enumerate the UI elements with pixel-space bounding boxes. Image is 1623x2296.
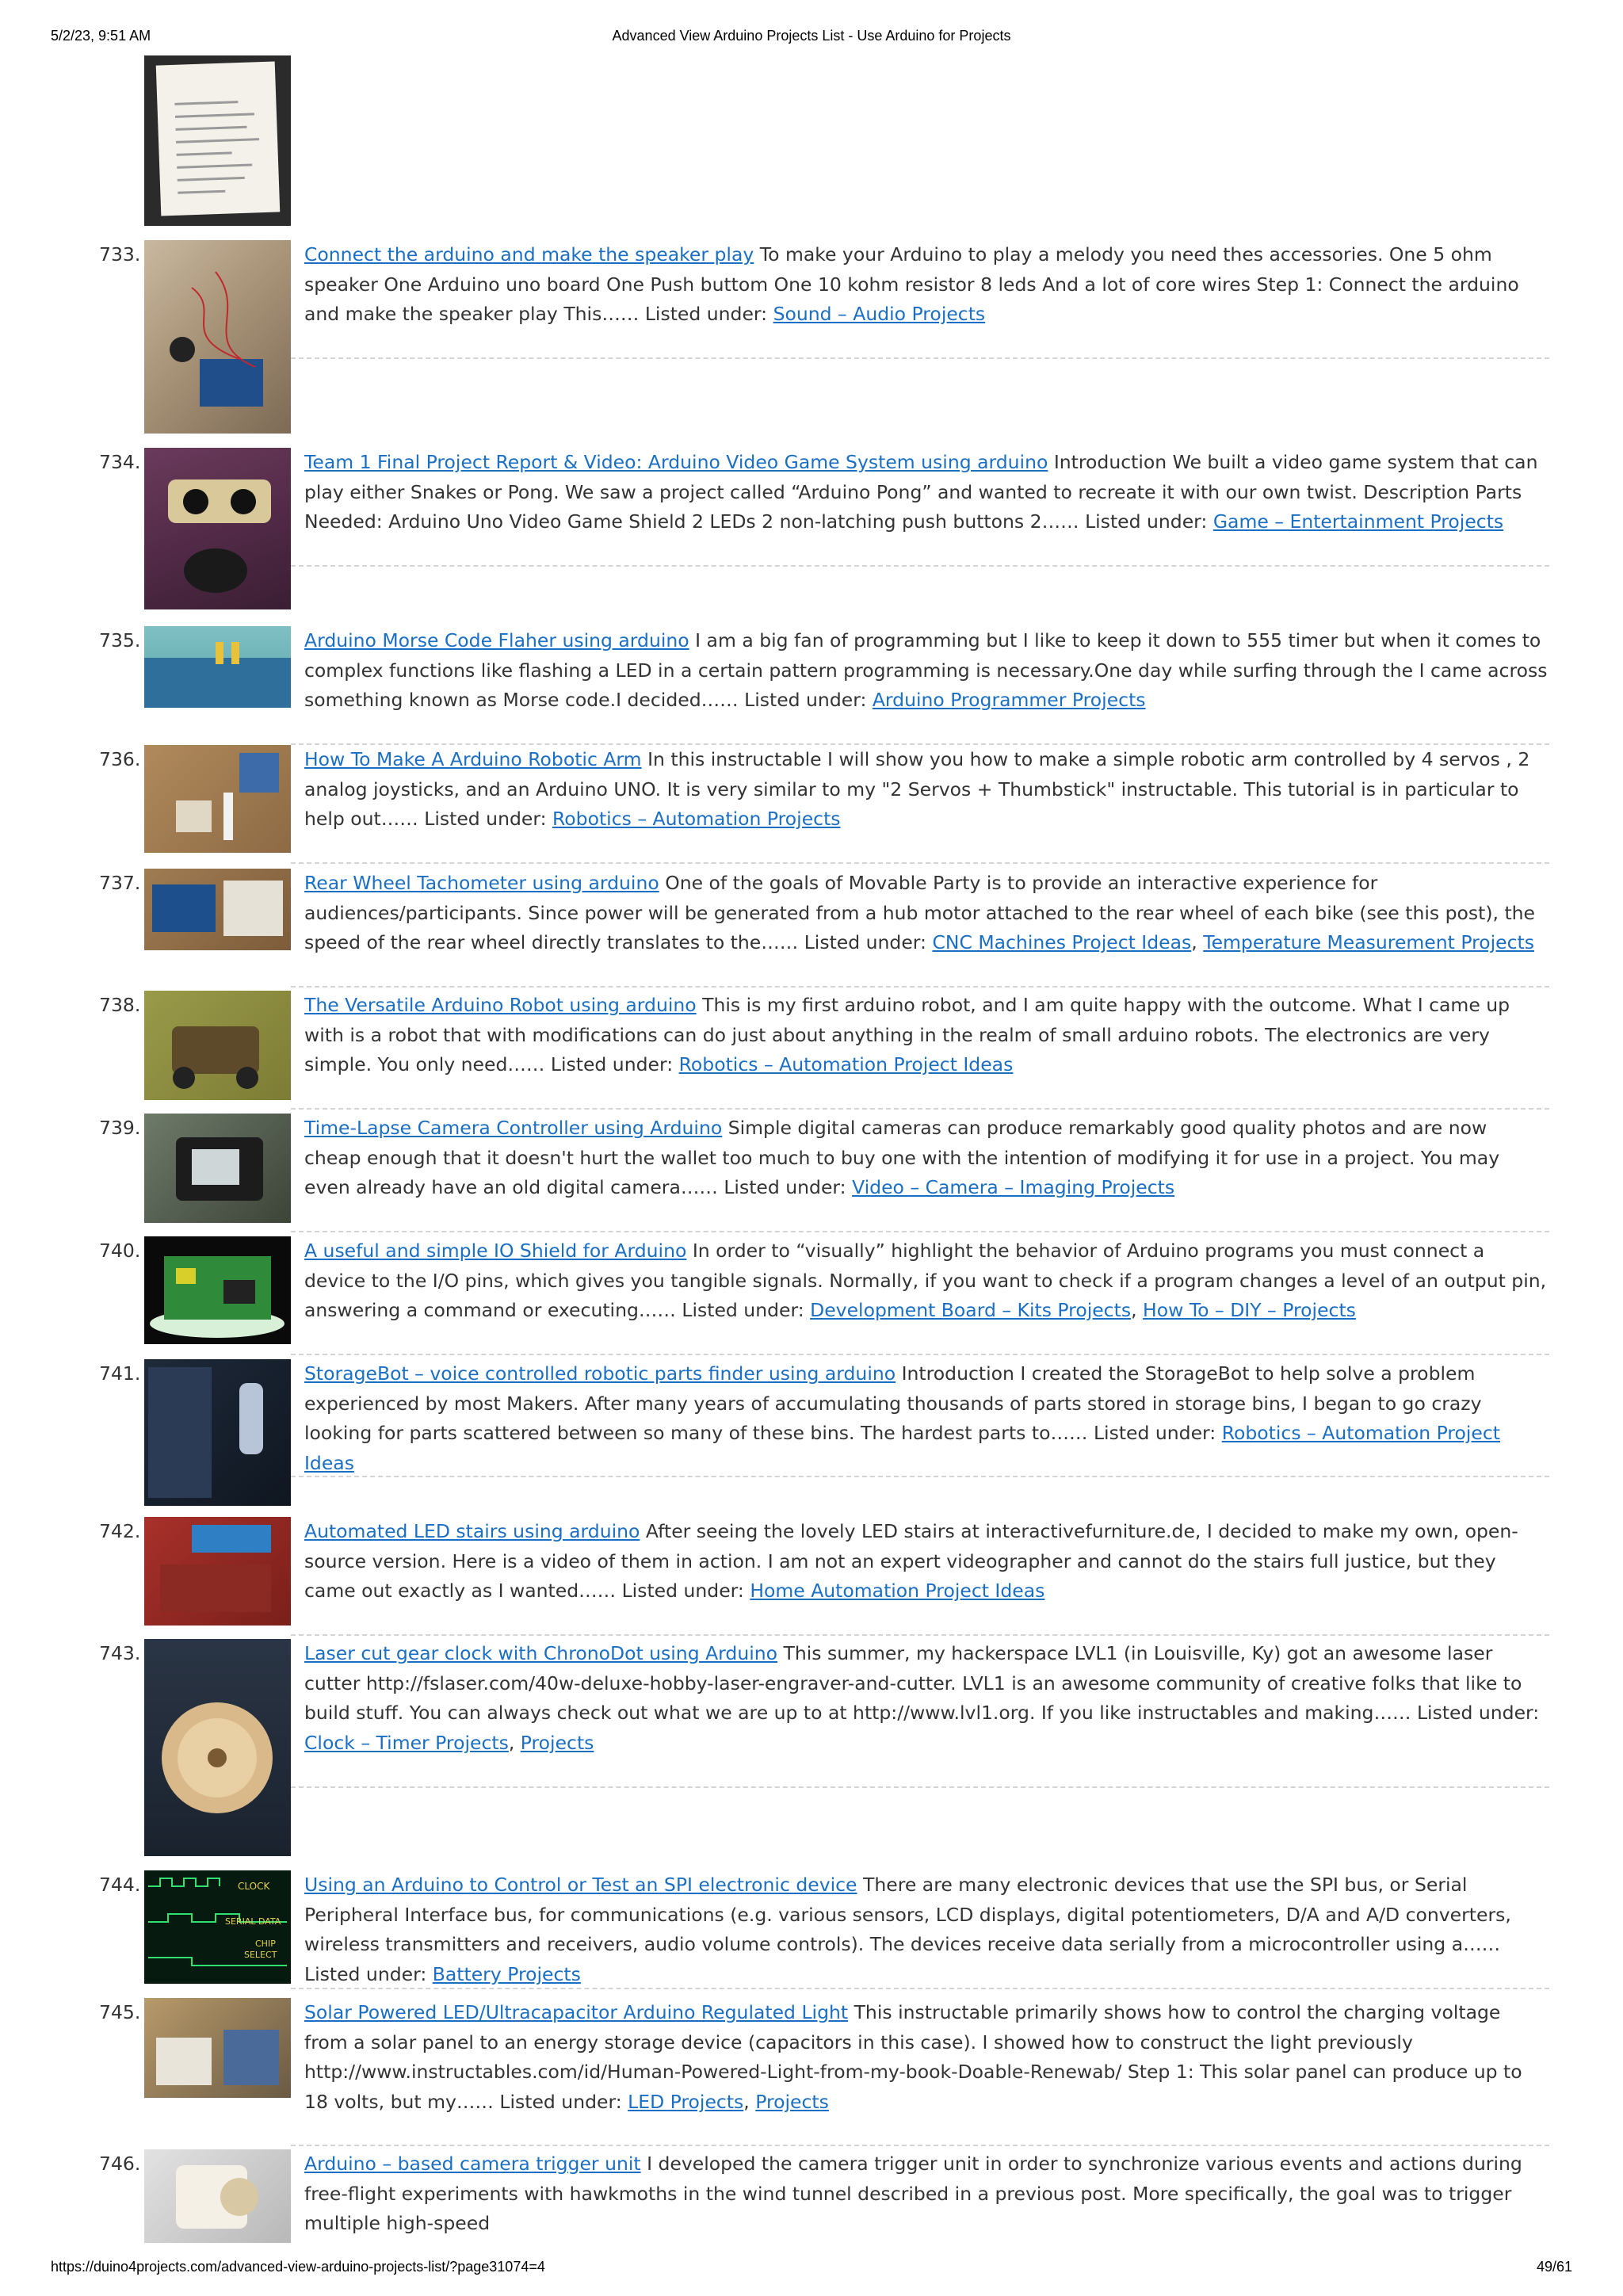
entry-title-link[interactable]: Automated LED stairs using arduino xyxy=(304,1520,640,1542)
entry-title-link[interactable]: Arduino – based camera trigger unit xyxy=(304,2153,641,2175)
entry-body xyxy=(304,448,1549,537)
entry-body xyxy=(304,745,1549,835)
print-footer xyxy=(51,2259,1572,2279)
entry-number: 738. xyxy=(99,994,141,1016)
speaker-project-image xyxy=(144,240,291,434)
thumbnail-morse[interactable] xyxy=(144,626,291,708)
thumbnail-solar-light[interactable] xyxy=(144,1998,291,2098)
storagebot-project-image xyxy=(144,1359,291,1506)
entry-number: 733. xyxy=(99,243,141,266)
separator xyxy=(291,986,1549,988)
category-link[interactable]: How To – DIY – Projects xyxy=(1143,1299,1356,1321)
category-link[interactable]: Development Board – Kits Projects xyxy=(810,1299,1132,1321)
category-link[interactable]: Projects xyxy=(520,1731,594,1754)
entry-title-link[interactable]: How To Make A Arduino Robotic Arm xyxy=(304,748,642,770)
print-page-title: Advanced View Arduino Projects List - Use Arduino for Projects xyxy=(612,28,1011,44)
entry-body: A useful and simple IO Shield for Arduino In order to “visually” highlight the behavior of Arduino programs you must connect a device to the I/O pins, which gives you tangible signals. Normally, if you want to check if a program changes a level of an output pin, answering a command or executing…… Listed under: Development Board – Kits Projects, How To – DIY – Projects xyxy=(304,1240,1547,1321)
thumbnail-storagebot[interactable] xyxy=(144,1359,291,1506)
thumbnail-prev-paper[interactable] xyxy=(144,55,291,226)
entry-description: This summer, my hackerspace LVL1 (in Louisville, Ky) got an awesome laser cutter http://fslaser.com/40w-deluxe-hobby-laser-engraver-and-cutter. LVL1 is an awesome community of creative folks that like to build stuff. You can always check out what we are up to at http://www.lvl1.org. If you like instructables and making…… xyxy=(304,1642,1522,1724)
category-link[interactable]: Arduino Programmer Projects xyxy=(872,689,1146,711)
thumbnail-video-game[interactable] xyxy=(144,448,291,609)
entry-body xyxy=(304,2149,1549,2239)
entry-title-link[interactable]: Solar Powered LED/Ultracapacitor Arduino Regulated Light xyxy=(304,2001,849,2023)
separator xyxy=(291,565,1549,567)
scope-label-chip: CHIP xyxy=(255,1939,276,1949)
thumbnail-tachometer[interactable] xyxy=(144,869,291,950)
gear-clock-project-image xyxy=(144,1639,291,1856)
robotic-arm-project-image xyxy=(144,745,291,853)
entry-number: 740. xyxy=(99,1240,141,1262)
listed-under-label: Listed under: xyxy=(424,808,547,830)
morse-project-image xyxy=(144,626,291,708)
entry-number: 736. xyxy=(99,748,141,770)
entry-description: In this instructable I will show you how to make a simple robotic arm controlled by 4 servos , 2 analog joysticks, and an Arduino UNO. It is very similar to my "2 Servos + Thumbstick" instructable. This tutorial is in particular to help out…… xyxy=(304,748,1530,830)
print-url: https://duino4projects.com/advanced-view-arduino-projects-list/?page31074=4 xyxy=(51,2259,545,2275)
listed-under-label: Listed under: xyxy=(1093,1422,1216,1444)
entry-description: I developed the camera trigger unit in order to synchronize various events and actions during free-flight experiments with hawkmoths in the wind tunnel described in a previous post. More specifically, the goal was to trigger multiple high-speed xyxy=(304,2153,1522,2234)
listed-under-label: Listed under: xyxy=(304,1962,427,1985)
entry-number: 741. xyxy=(99,1362,141,1385)
entry-number: 744. xyxy=(99,1874,141,1896)
entry-title-link[interactable]: Laser cut gear clock with ChronoDot using Arduino xyxy=(304,1642,778,1664)
category-link[interactable]: Robotics – Automation Project Ideas xyxy=(678,1053,1014,1075)
category-link[interactable]: Sound – Audio Projects xyxy=(773,303,986,325)
separator xyxy=(291,1231,1549,1232)
entry-body: Solar Powered LED/Ultracapacitor Arduino Regulated Light This instructable primarily shows how to control the charging voltage from a solar panel to an energy storage device (capacitors in this case). I showed how to construct the light previously http://www.instructables.com/id/Human-Powered-Light-from-my-book-Doable-Renewab/ Step 1: This solar panel can produce up to 18 volts, but my…… Listed under: LED Projects, Projects xyxy=(304,2001,1522,2113)
entry-title-link[interactable]: Using an Arduino to Control or Test an SPI electronic device xyxy=(304,1874,857,1896)
entry-body xyxy=(304,1517,1549,1606)
thumbnail-versatile-robot[interactable] xyxy=(144,991,291,1100)
category-link[interactable]: Game – Entertainment Projects xyxy=(1212,510,1504,533)
entry-title-link[interactable]: Time-Lapse Camera Controller using Arduino xyxy=(304,1117,723,1139)
listed-under-label: Listed under: xyxy=(644,303,768,325)
thumbnail-camera-trigger[interactable] xyxy=(144,2149,291,2243)
entry-title-link[interactable]: Rear Wheel Tachometer using arduino xyxy=(304,872,659,894)
entry-number: 745. xyxy=(99,2001,141,2023)
entry-body xyxy=(304,626,1549,716)
separator xyxy=(291,2145,1549,2146)
scope-label-select: SELECT xyxy=(244,1950,277,1960)
entry-description: There are many electronic devices that use the SPI bus, or Serial Peripheral Interface bus, for communications (e.g. various sensors, LCD displays, digital potentiometers, D/A and A/D converters, wireless transmitters and receivers, audio volume controls). The devices receive data serially from a microcontroller using a…… xyxy=(304,1874,1511,1955)
separator xyxy=(291,1108,1549,1110)
scope-label-clock: CLOCK xyxy=(238,1881,270,1892)
entry-number: 743. xyxy=(99,1642,141,1664)
entry-title-link[interactable]: A useful and simple IO Shield for Arduino xyxy=(304,1240,687,1262)
category-link[interactable]: Robotics – Automation Projects xyxy=(552,808,841,830)
entry-body xyxy=(304,991,1549,1080)
listed-under-label: Listed under: xyxy=(1416,1702,1540,1724)
entry-body: Rear Wheel Tachometer using arduino One of the goals of Movable Party is to provide an interactive experience for audiences/participants. Since power will be generated from a hub motor attached to the rear wheel of each bike (see this post), the speed of the rear wheel directly translates to the…… Listed under: CNC Machines Project Ideas, Temperature Measurement Projects xyxy=(304,872,1536,953)
entry-description: Introduction I created the StorageBot to help solve a problem experienced by most Makers. After many years of accumulating thousands of parts stored in storage bins, I began to go crazy looking for parts scattered between so many of these bins. The hardest parts to…… xyxy=(304,1362,1482,1444)
thumbnail-led-stairs[interactable] xyxy=(144,1517,291,1626)
entry-number: 734. xyxy=(99,451,141,473)
entry-number: 742. xyxy=(99,1520,141,1542)
scope-label-serial-data: SERIAL DATA xyxy=(225,1916,281,1927)
io-shield-project-image xyxy=(144,1236,291,1344)
separator xyxy=(291,1354,1549,1355)
entry-description: To make your Arduino to play a melody you need thes accessories. One 5 ohm speaker One Arduino uno board One Push buttom One 10 kohm resistor 8 leds And a lot of core wires Step 1: Connect the arduino and make the speaker play This…… xyxy=(304,243,1519,325)
listed-under-label: Listed under: xyxy=(499,2090,622,2113)
entry-body: Laser cut gear clock with ChronoDot using Arduino This summer, my hackerspace LVL1 (in Louisville, Ky) got an awesome laser cutter http://fslaser.com/40w-deluxe-hobby-laser-engraver-and-cutter. LVL1 is an awesome community of creative folks that like to build stuff. You can always check out what we are up to at http://www.lvl1.org. If you like instructables and making…… Listed under: Clock – Timer Projects, Projects xyxy=(304,1642,1540,1754)
thumbnail-timelapse-camera[interactable] xyxy=(144,1114,291,1223)
entry-description: After seeing the lovely LED stairs at interactivefurniture.de, I decided to make my own, open-source version. Here is a video of them in action. I am not an expert videographer and cannot do the stairs full justice, but they came out exactly as I wanted…… xyxy=(304,1520,1518,1602)
entry-title-link[interactable]: StorageBot – voice controlled robotic parts finder using arduino xyxy=(304,1362,896,1385)
print-page-number: 49/61 xyxy=(1536,2259,1572,2275)
led-stairs-project-image xyxy=(144,1517,291,1626)
separator xyxy=(291,1786,1549,1788)
oscilloscope-image xyxy=(144,1870,291,1984)
category-link[interactable]: Home Automation Project Ideas xyxy=(750,1580,1045,1602)
print-datetime: 5/2/23, 9:51 AM xyxy=(51,28,151,44)
entry-title-link[interactable]: Team 1 Final Project Report & Video: Arduino Video Game System using arduino xyxy=(304,451,1048,473)
camera-trigger-project-image xyxy=(144,2149,291,2243)
entry-number: 737. xyxy=(99,872,141,894)
separator xyxy=(291,862,1549,864)
category-link[interactable]: Projects xyxy=(755,2090,829,2113)
entry-body xyxy=(304,1359,1549,1478)
listed-under-label: Listed under: xyxy=(550,1053,674,1075)
entry-description: I am a big fan of programming but I like to keep it down to 555 timer but when it comes to complex functions like flashing a LED in a certain pattern programming is necessary.One day while surfing through the I came across something known as Morse code.I decided…… xyxy=(304,629,1548,711)
category-link[interactable]: CNC Machines Project Ideas xyxy=(932,931,1192,953)
thumbnail-robotic-arm[interactable] xyxy=(144,745,291,853)
solar-light-project-image xyxy=(144,1998,291,2098)
category-link[interactable]: LED Projects xyxy=(628,2090,744,2113)
entry-number: 735. xyxy=(99,629,141,651)
category-link[interactable]: Battery Projects xyxy=(432,1962,581,1985)
paper-note-image xyxy=(156,61,281,216)
entry-description: One of the goals of Movable Party is to provide an interactive experience for audiences/participants. Since power will be generated from a hub motor attached to the rear wheel of each bike (see this post), the speed of the rear wheel directly translates to the…… xyxy=(304,872,1536,953)
entry-title-link[interactable]: The Versatile Arduino Robot using arduino xyxy=(304,994,697,1016)
listed-under-label: Listed under: xyxy=(682,1299,804,1321)
entry-number: 746. xyxy=(99,2153,141,2175)
thumbnail-spi-scope[interactable] xyxy=(144,1870,291,1984)
thumbnail-io-shield[interactable] xyxy=(144,1236,291,1344)
entry-body xyxy=(304,1870,1549,1989)
listed-under-label: Listed under: xyxy=(724,1176,846,1198)
entry-number: 739. xyxy=(99,1117,141,1139)
category-link[interactable]: Temperature Measurement Projects xyxy=(1203,931,1534,953)
category-link[interactable]: Video – Camera – Imaging Projects xyxy=(852,1176,1175,1198)
versatile-robot-project-image xyxy=(144,991,291,1100)
separator xyxy=(291,1476,1549,1477)
entry-body xyxy=(304,1114,1549,1203)
separator xyxy=(291,1634,1549,1636)
entry-description: Introduction We built a video game system that can play either Snakes or Pong. We saw a project called “Arduino Pong” and wanted to recreate it with our own twist. Description Parts Needed: Arduino Uno Video Game Shield 2 LEDs 2 non-latching push buttons 2…… xyxy=(304,451,1538,533)
entry-body xyxy=(304,240,1549,330)
entry-description: This is my first arduino robot, and I am quite happy with the outcome. What I came up with is a robot that with modifications can do just about anything in the realm of small arduino robots. The electronics are very simple. You only need…… xyxy=(304,994,1510,1075)
category-link[interactable]: Clock – Timer Projects xyxy=(304,1731,509,1754)
category-link[interactable]: Robotics – Automation Project Ideas xyxy=(304,1422,1501,1474)
thumbnail-gear-clock[interactable] xyxy=(144,1639,291,1856)
camera-project-image xyxy=(144,1114,291,1223)
thumbnail-speaker[interactable] xyxy=(144,240,291,434)
separator xyxy=(291,357,1549,359)
entry-title-link[interactable]: Connect the arduino and make the speaker play xyxy=(304,243,754,266)
separator xyxy=(291,1988,1549,1989)
entry-title-link[interactable]: Arduino Morse Code Flaher using arduino xyxy=(304,629,689,651)
entry-description: This instructable primarily shows how to control the charging voltage from a solar panel to an energy storage device (capacitors in this case). I showed how to construct the light previously http://www.instructables.com/id/Human-Powered-Light-from-my-book-Doable-Renewab/ Step 1: This solar panel can produce up to 18 volts, but my…… xyxy=(304,2001,1522,2113)
video-game-project-image xyxy=(144,448,291,609)
print-header xyxy=(51,28,1572,48)
tachometer-project-image xyxy=(144,869,291,950)
entry-description: Simple digital cameras can produce remarkably good quality photos and are now cheap enough that it doesn't hurt the wallet too much to buy one with the intention of modifying it for use in a project. You may even already have an old digital camera…… xyxy=(304,1117,1500,1198)
entry-description: In order to “visually” highlight the behavior of Arduino programs you must connect a device to the I/O pins, which gives you tangible signals. Normally, if you want to check if a program changes a level of an output pin, answering a command or executing…… xyxy=(304,1240,1547,1321)
listed-under-label: Listed under: xyxy=(621,1580,744,1602)
listed-under-label: Listed under: xyxy=(804,931,926,953)
listed-under-label: Listed under: xyxy=(1085,510,1208,533)
listed-under-label: Listed under: xyxy=(744,689,867,711)
